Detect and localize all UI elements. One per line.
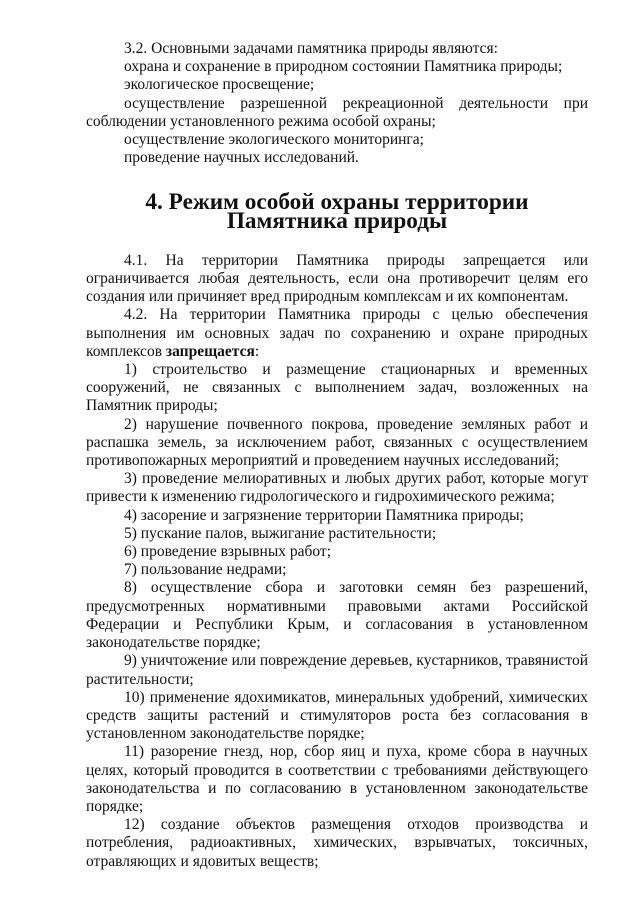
prohibition-item-10: 10) применение ядохимикатов, минеральных удобрений, химических средств защиты растений и стимуляторов роста без согласования в установленном законодательстве порядке;: [86, 688, 588, 743]
prohibition-item-11: 11) разорение гнезд, нор, сбор яиц и пуха, кроме сбора в научных целях, который проводится в соответствии с требованиями действующего законодательства и по согласованию в установленном законодательстве порядке;: [86, 743, 588, 815]
prohibition-item-12: 12) создание объектов размещения отходов производства и потребления, радиоактивных, химических, взрывчатых, токсичных, отравляющих и ядовитых веществ;: [86, 816, 588, 870]
prohibition-item-8: 8) осуществление сбора и заготовки семян без разрешений, предусмотренных нормативными правовыми актами Российской Федерации и Республики Крым, и согласования в установленном законодательстве порядке;: [86, 579, 588, 652]
prohibition-item-5: 5) пускание палов, выжигание растительности;: [124, 524, 437, 542]
task-item-4: осуществление экологического мониторинга;: [124, 131, 424, 149]
section-4-heading: 4. Режим особой охраны территории Памятника природы: [145, 189, 529, 234]
task-item-1: охрана и сохранение в природном состоянии Памятника природы;: [124, 58, 563, 76]
prohibition-item-9: 9) уничтожение или повреждение деревьев, кустарников, травянистой растительности;: [86, 652, 588, 688]
prohibition-item-1: 1) строительство и размещение стационарных и временных сооружений, не связанных с выполнением задач, возложенных на Памятник природы;: [86, 361, 588, 415]
task-item-5: проведение научных исследований.: [124, 149, 359, 167]
section-3-2-intro: 3.2. Основными задачами памятника природы являются:: [124, 40, 498, 57]
paragraph-4-1: 4.1. На территории Памятника природы запрещается или ограничивается любая деятельность, если она противоречит целям его создания или причиняет вред природным комплексам и их компонентам.: [86, 251, 588, 306]
prohibition-item-6: 6) проведение взрывных работ;: [124, 543, 331, 561]
prohibition-item-7: 7) пользование недрами;: [124, 561, 287, 579]
task-item-3: осуществление разрешенной рекреационной деятельности при соблюдении установленного режима особой охраны;: [86, 94, 588, 130]
prohibition-item-2: 2) нарушение почвенного покрова, проведение земляных работ и распашка земель, за исключением работ, связанных с осуществлением противопожарных мероприятий и проведением научных исследований;: [86, 415, 588, 470]
paragraph-4-2-text: 4.2. На территории Памятника природы с целью обеспечения выполнения им основных задач по сохранению и охране природных комплексов: [86, 306, 588, 360]
task-item-2: экологическое просвещение;: [124, 76, 315, 94]
paragraph-4-2: [86, 306, 588, 361]
prohibition-item-4: 4) засорение и загрязнение территории Памятника природы;: [124, 506, 524, 524]
document-page: [86, 40, 588, 871]
paragraph-4-2-colon: :: [254, 342, 260, 360]
prohibited-label: запрещается: [165, 342, 255, 360]
prohibition-item-3: 3) проведение мелиоративных и любых других работ, которые могут привести к изменению гидрологического и гидрохимического режима;: [86, 470, 588, 506]
